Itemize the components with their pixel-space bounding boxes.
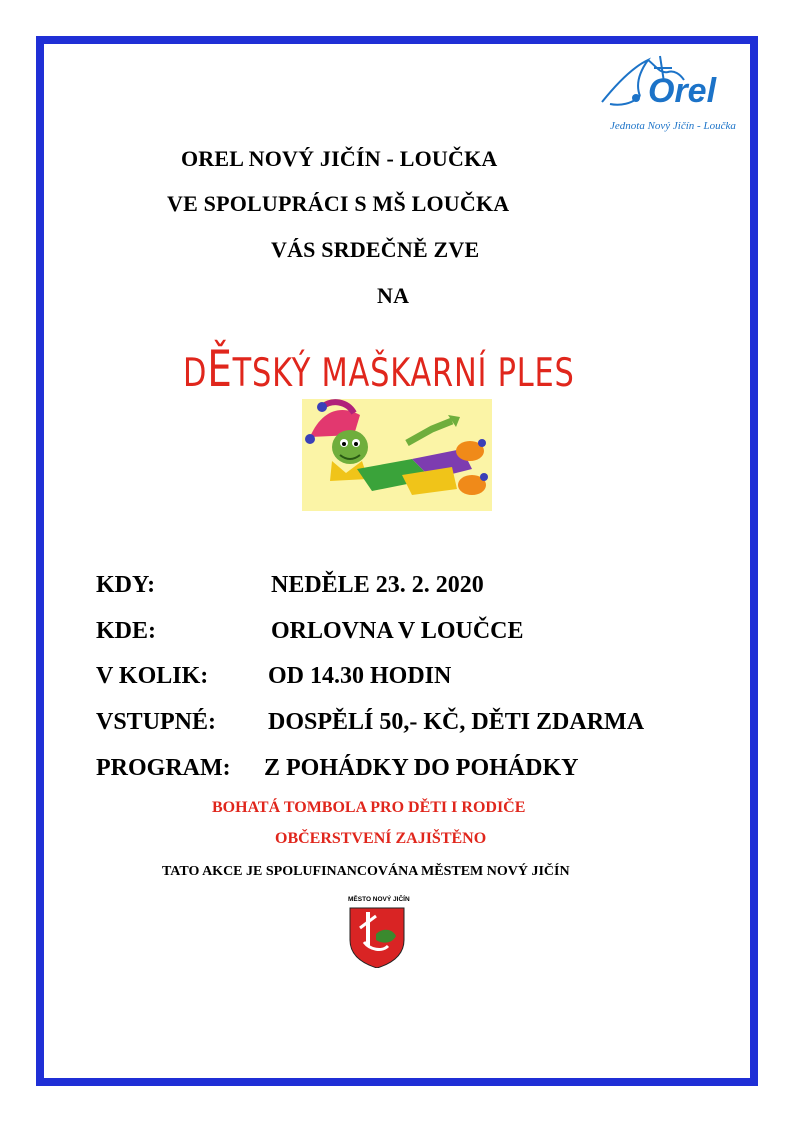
funding-note: TATO AKCE JE SPOLUFINANCOVÁNA MĚSTEM NOVÝ JIČÍN bbox=[162, 864, 570, 879]
header-line-1: OREL NOVÝ JIČÍN - LOUČKA bbox=[181, 146, 498, 171]
detail-value-entry: DOSPĚLÍ 50,- KČ, DĚTI ZDARMA bbox=[268, 709, 645, 735]
header-line-3: VÁS SRDEČNĚ ZVE bbox=[271, 237, 480, 262]
title-first-letter: D bbox=[183, 351, 208, 396]
jester-clipart bbox=[302, 399, 492, 511]
detail-value-when: NEDĚLE 23. 2. 2020 bbox=[271, 572, 484, 598]
detail-label-time: V KOLIK: bbox=[96, 663, 209, 689]
orel-logo-name: Orel bbox=[648, 72, 717, 110]
title-rest: TSKÝ MAŠKARNÍ PLES bbox=[232, 351, 575, 396]
detail-label-when: KDY: bbox=[96, 572, 156, 598]
jester-clipart-icon bbox=[302, 399, 492, 511]
detail-label-entry: VSTUPNÉ: bbox=[96, 709, 217, 735]
orel-logo bbox=[598, 52, 758, 136]
detail-value-where: ORLOVNA V LOUČCE bbox=[271, 618, 524, 644]
orel-logo-subtitle: Jednota Nový Jičín - Loučka bbox=[610, 120, 736, 132]
city-crest bbox=[346, 896, 408, 968]
poster-title bbox=[183, 340, 575, 398]
detail-value-program: Z POHÁDKY DO POHÁDKY bbox=[264, 755, 579, 781]
refreshment-note: OBČERSTVENÍ ZAJIŠTĚNO bbox=[275, 830, 487, 847]
title-big-letter: Ě bbox=[207, 340, 233, 398]
detail-value-time: OD 14.30 HODIN bbox=[268, 663, 452, 689]
header-line-4: NA bbox=[377, 283, 410, 308]
header-line-2: VE SPOLUPRÁCI S MŠ LOUČKA bbox=[167, 191, 510, 216]
detail-label-program: PROGRAM: bbox=[96, 755, 231, 781]
city-crest-icon bbox=[346, 906, 408, 968]
detail-label-where: KDE: bbox=[96, 618, 156, 644]
tombola-note: BOHATÁ TOMBOLA PRO DĚTI I RODIČE bbox=[212, 799, 526, 816]
city-crest-label: MĚSTO NOVÝ JIČÍN bbox=[348, 896, 410, 903]
